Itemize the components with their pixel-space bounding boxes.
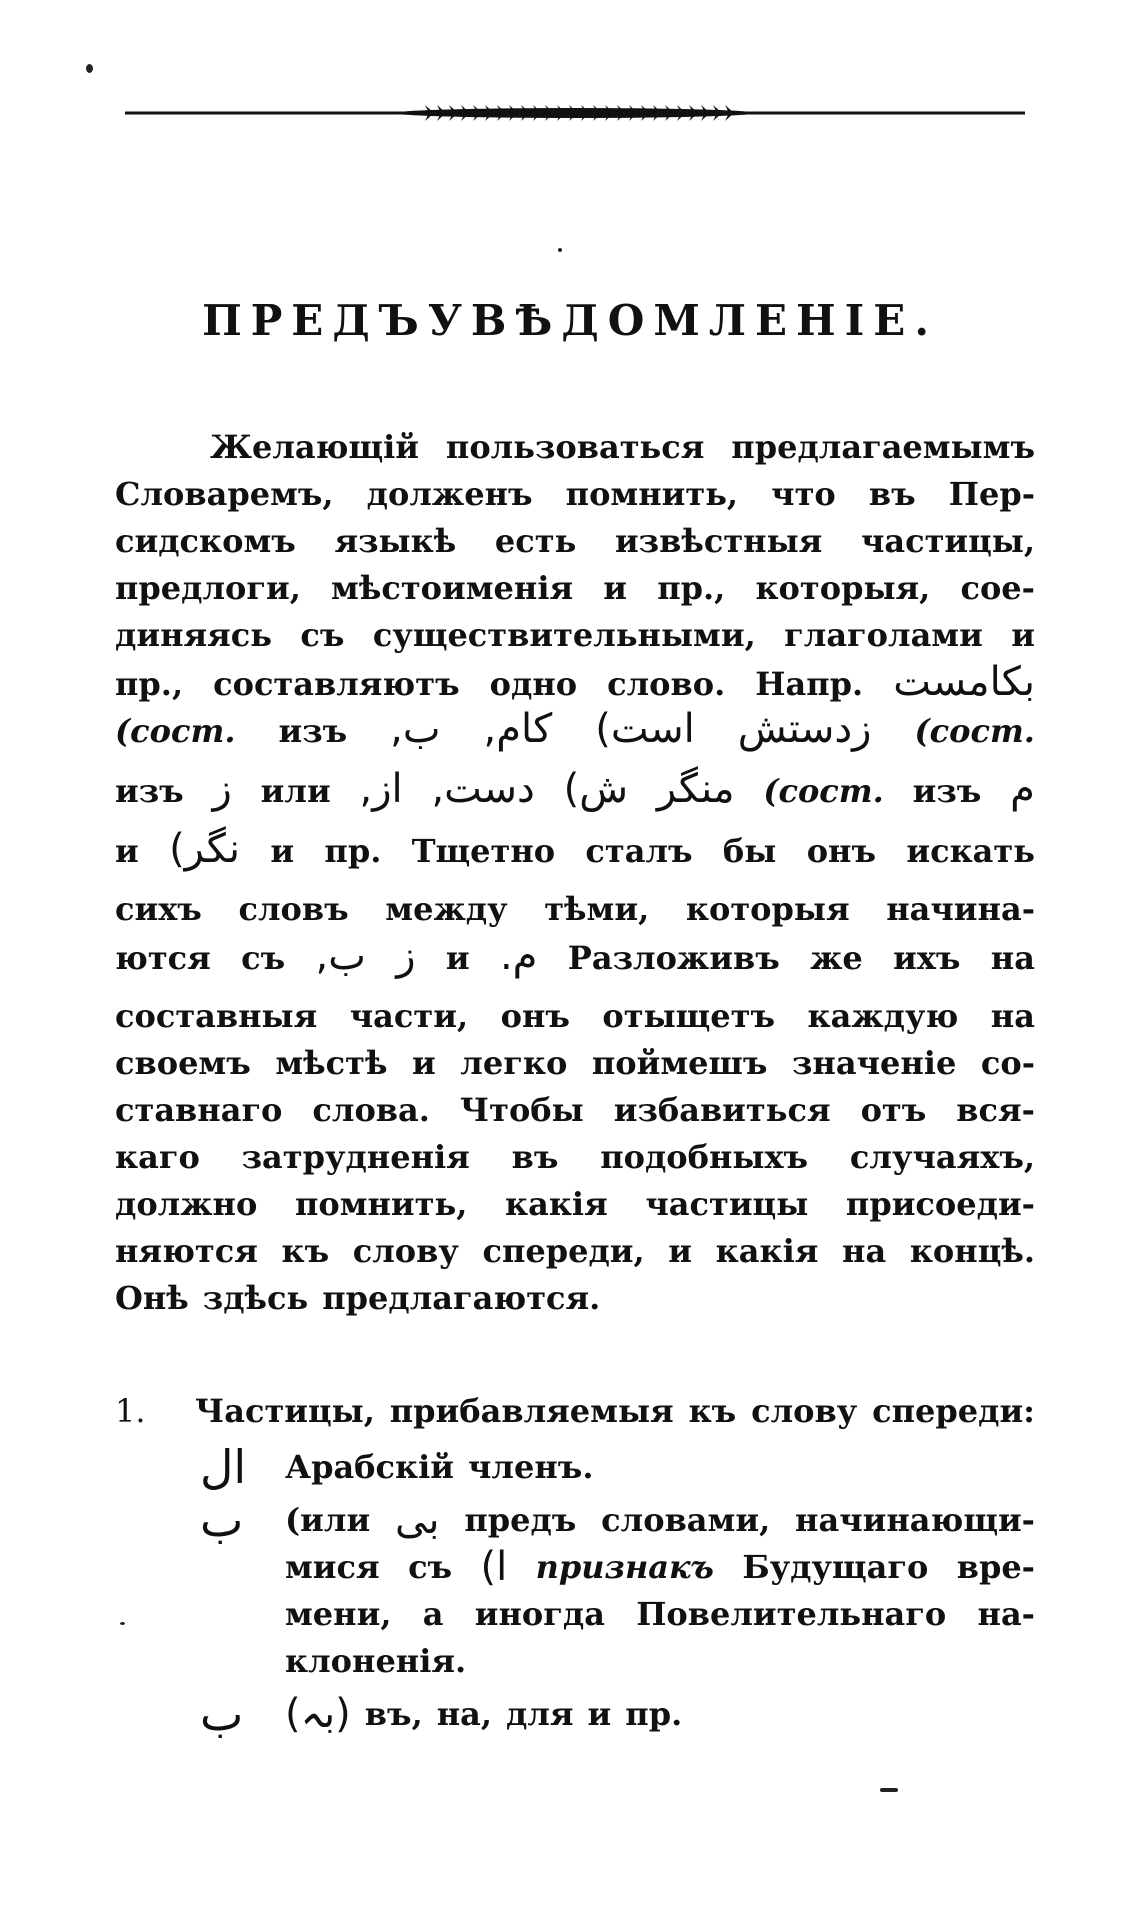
persian-word: ز [212,766,232,812]
word: (сост. [914,712,1035,750]
entry-line [285,1691,1035,1738]
word: концѣ. [909,1232,1035,1270]
word: ихъ [893,939,961,977]
word: и [412,1044,436,1082]
word: Напр. [755,665,864,703]
word: Будущаго [742,1548,929,1586]
word: со- [980,1044,1035,1082]
word: легко [460,1044,568,1082]
word: избавиться [613,1091,831,1129]
word: долженъ [366,475,533,513]
ink-speck [558,248,562,252]
word: сталъ [585,832,693,870]
word: въ [511,1138,559,1176]
text-line [115,1087,1035,1134]
persian-word: زدستش [737,706,872,752]
word: сое- [960,569,1035,607]
word: пр., [115,665,184,703]
word: какія [504,1185,608,1223]
word: слову [352,1232,459,1270]
word: искать [906,832,1035,870]
entry-line [285,1638,1035,1685]
word: спереди, [482,1232,645,1270]
word: мѣстѣ [275,1044,388,1082]
particle-entry [115,1687,1035,1741]
persian-word: دست, [431,766,535,812]
persian-word: ب, [315,933,366,979]
particle-mark: ال [200,1440,247,1494]
word: начинающи- [795,1501,1035,1539]
persian-word: منگر [656,766,735,812]
text-line [115,1228,1035,1275]
word: одно [489,665,578,703]
entry-line [285,1497,1035,1544]
word: и [587,1695,612,1733]
particle-entry [115,1440,1035,1494]
word: на [842,1232,887,1270]
word: къ [281,1232,330,1270]
word: частицы [645,1185,809,1223]
entry-line [285,1444,1035,1491]
persian-word: م. [499,933,538,979]
word: и [445,939,470,977]
word: затрудненія [241,1138,470,1176]
word: частицы, [860,522,1035,560]
word: словъ [238,890,349,928]
text-line [115,886,1035,933]
word: изъ [115,772,184,810]
word: онъ [806,832,876,870]
word: а [422,1595,444,1633]
word: для [506,1695,574,1733]
word: съ [408,1548,453,1586]
word: спереди: [872,1392,1035,1430]
word: Частицы, [195,1392,375,1430]
word: онъ [500,997,570,1035]
word: Онѣ [115,1279,189,1317]
word: въ, [364,1695,423,1733]
word: между [385,890,508,928]
word: должно [115,1185,258,1223]
text-line [115,518,1035,565]
ink-speck [880,1788,898,1792]
word: иногда [474,1595,605,1633]
text-line [115,1275,1035,1322]
word: мени, [285,1595,392,1633]
text-line [115,565,1035,612]
word: Тщетно [411,832,556,870]
word: есть [494,522,577,560]
word: предлагаемымъ [731,428,1035,466]
word: Чтобы [459,1091,584,1129]
word: извѣстныя [614,522,823,560]
word: помнить, [294,1185,468,1223]
word: каго [115,1138,200,1176]
word: изъ [912,772,982,810]
word: существительными, [372,616,756,654]
word: (или [285,1501,371,1539]
word: языкѣ [334,522,457,560]
word: мися [285,1548,380,1586]
ornamental-rule [125,100,1025,126]
word: на, [436,1695,492,1733]
word: ются [115,939,211,977]
text-line [115,424,1035,471]
persian-word: بکامست [893,659,1035,705]
persian-word: ز [396,933,416,979]
word: Словаремъ, [115,475,334,513]
word: какія [715,1232,819,1270]
word: пр. [625,1695,683,1733]
text-line [115,1134,1035,1181]
word: на [990,997,1035,1035]
word: предлоги, [115,569,301,607]
word: и [668,1232,693,1270]
word: мѣстоименія [331,569,574,607]
word: вся- [956,1091,1035,1129]
text-line [115,471,1035,518]
word: своемъ [115,1044,251,1082]
word: начина- [886,890,1035,928]
text-line [115,993,1035,1040]
word: случаяхъ, [849,1138,1035,1176]
word: пр., [657,569,726,607]
word: сидскомъ [115,522,296,560]
text-line [115,706,1035,766]
list-number: 1. [115,1392,146,1430]
word: отыщетъ [602,997,776,1035]
word: (сост. [763,772,884,810]
word: Повелительнаго [636,1595,947,1633]
word: на- [977,1595,1035,1633]
word: части, [349,997,469,1035]
word: съ [241,939,286,977]
word: вре- [956,1548,1035,1586]
word: (сост. [115,712,236,750]
word: Арабскій [285,1448,454,1486]
word: слову [751,1392,858,1430]
persian-word: ب, [390,706,441,752]
word: помнить, [565,475,739,513]
text-line [115,933,1035,993]
word: поймешъ [591,1044,768,1082]
word: предлагаются. [322,1279,601,1317]
text-line [115,826,1035,886]
persian-word: از, [359,766,403,812]
word: сихъ [115,890,202,928]
word: которыя [685,890,850,928]
page-heading: ПРЕДЪУВѢДОМЛЕНІЕ. [202,296,938,345]
word: и [270,832,295,870]
entry-line [285,1591,1035,1638]
word: и [115,832,139,870]
word: въ [868,475,916,513]
word: глаголами [784,616,983,654]
persian-word: نگر) [169,826,240,872]
text-line [115,1040,1035,1087]
word: составныя [115,997,318,1035]
word: пользоваться [445,428,705,466]
entry-list [115,1440,1035,1741]
text-line [115,766,1035,826]
ink-speck [86,64,93,73]
word: слова. [312,1091,430,1129]
text-line [115,1181,1035,1228]
word: и [603,569,628,607]
word: клоненія. [285,1642,467,1680]
word: и [1011,616,1035,654]
word: здѣсь [202,1279,309,1317]
particle-entry [115,1493,1035,1685]
word: няются [115,1232,258,1270]
word: каждую [807,997,959,1035]
word: бы [722,832,777,870]
word: Пер- [948,475,1035,513]
text-line [115,612,1035,659]
particle-mark: ب [200,1493,244,1547]
word: къ [688,1392,737,1430]
persian-word: ش) [563,766,629,812]
word: съ [300,616,345,654]
word: членъ. [468,1448,594,1486]
persian-word: م [1010,766,1035,812]
persian-word: (بہ) [285,1691,351,1737]
persian-word: کام, [483,706,553,752]
word: ставнаго [115,1091,283,1129]
word: составляютъ [213,665,460,703]
persian-word: است) [595,706,695,752]
particle-mark: ب [200,1687,244,1741]
word: подобныхъ [600,1138,809,1176]
word: пр. [324,832,382,870]
word: изъ [278,712,348,750]
word: прибавляемыя [389,1392,674,1430]
particle-list [115,1388,1035,1741]
word: признакъ [535,1548,714,1586]
word: же [810,939,863,977]
word: предъ [464,1501,577,1539]
entry-line [285,1544,1035,1591]
word: или [260,772,331,810]
text-line [115,659,1035,706]
word: Желающій [210,428,419,466]
word: которыя, [755,569,931,607]
word: тѣми, [544,890,650,928]
persian-word: ا) [480,1544,508,1590]
word: Разложивъ [567,939,780,977]
list-heading [115,1388,1035,1438]
word: отъ [860,1091,927,1129]
word: значеніе [792,1044,957,1082]
intro-paragraph [115,424,1035,1322]
word: слово. [607,665,726,703]
word: диняясь [115,616,272,654]
word: что [771,475,836,513]
persian-word: بی [395,1497,440,1543]
word: на [990,939,1035,977]
list-title [195,1388,1035,1435]
word: словами, [601,1501,771,1539]
word: присоеди- [845,1185,1035,1223]
